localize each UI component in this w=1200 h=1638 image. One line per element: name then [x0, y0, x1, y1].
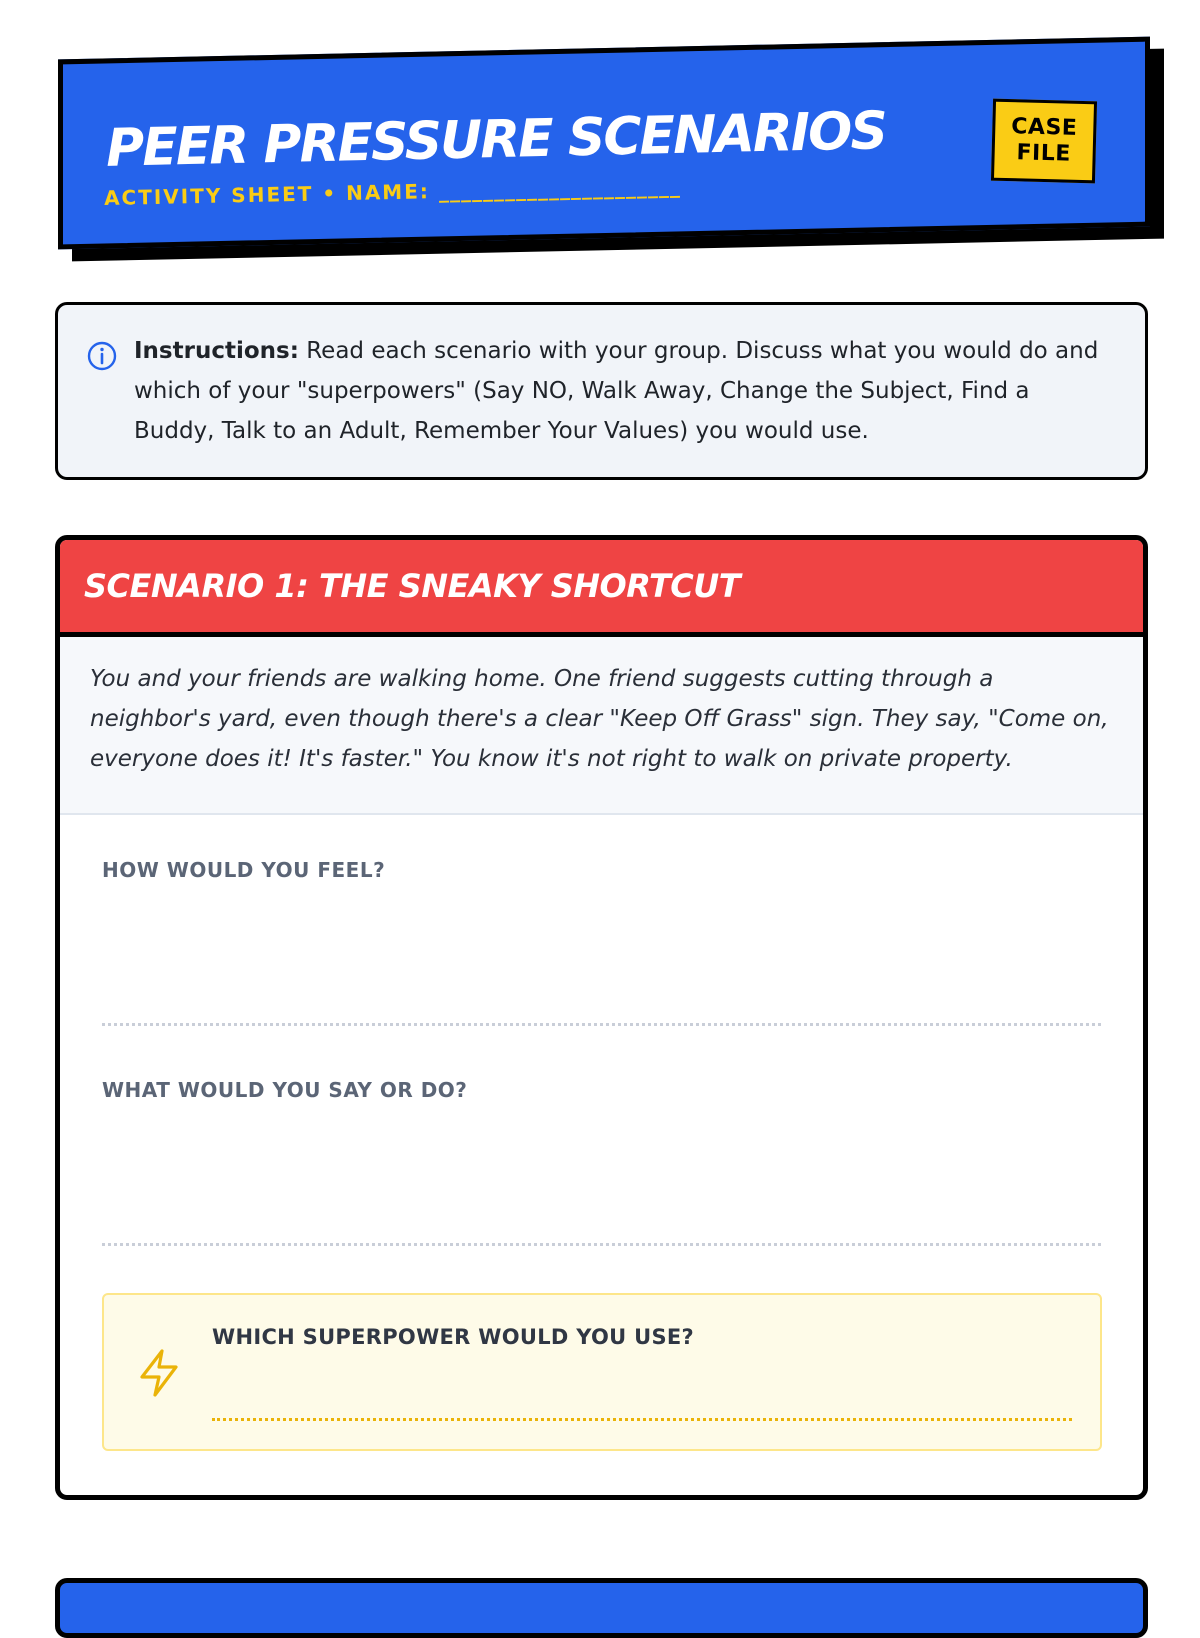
- question-feel-label: HOW WOULD YOU FEEL?: [102, 858, 386, 882]
- scenario-header: [60, 540, 1143, 637]
- answer-line-do[interactable]: [102, 1243, 1101, 1246]
- info-icon: [86, 340, 118, 372]
- page-title: PEER PRESSURE SCENARIOS: [105, 101, 887, 179]
- subtitle-text: ACTIVITY SHEET • NAME:: [103, 179, 431, 211]
- scenario-title: SCENARIO 1: THE SNEAKY SHORTCUT: [84, 567, 741, 605]
- answer-line-superpower[interactable]: [212, 1418, 1072, 1421]
- instructions-lead: Instructions:: [134, 338, 299, 364]
- answer-line-feel[interactable]: [102, 1023, 1101, 1026]
- name-field-line[interactable]: ______________________: [438, 173, 682, 204]
- case-file-stamp: [991, 99, 1097, 184]
- scenario-story: [60, 637, 1143, 815]
- instructions-body: Read each scenario with your group. Discuss what you would do and which of your "superpowers" (Say NO, Walk Away, Change the Subject, Find a Buddy, Talk to an Adult, Remember Your Values) you would use.: [134, 338, 1099, 444]
- stamp-line-2: FILE: [1016, 140, 1072, 167]
- question-do-label: WHAT WOULD YOU SAY OR DO?: [102, 1078, 468, 1102]
- superpower-question: WHICH SUPERPOWER WOULD YOU USE?: [212, 1325, 695, 1349]
- superpower-box: [102, 1293, 1102, 1451]
- instructions-box: [55, 302, 1148, 480]
- scenario-card-2: [55, 1578, 1148, 1638]
- lightning-icon: [134, 1347, 184, 1399]
- question-feel: [102, 858, 1102, 882]
- header-banner: [58, 48, 1150, 256]
- question-do: [102, 1078, 1102, 1102]
- scenario-story-text: You and your friends are walking home. One friend suggests cutting through a neighbor's yard, even though there's a clear "Keep Off Grass" sign. They say, "Come on, everyone does it! It's faster." You know it's not right to walk on private property.: [90, 666, 1109, 772]
- stamp-line-1: CASE: [1011, 114, 1078, 141]
- instructions-text: [134, 331, 1105, 451]
- scenario-card-1: [55, 535, 1148, 1500]
